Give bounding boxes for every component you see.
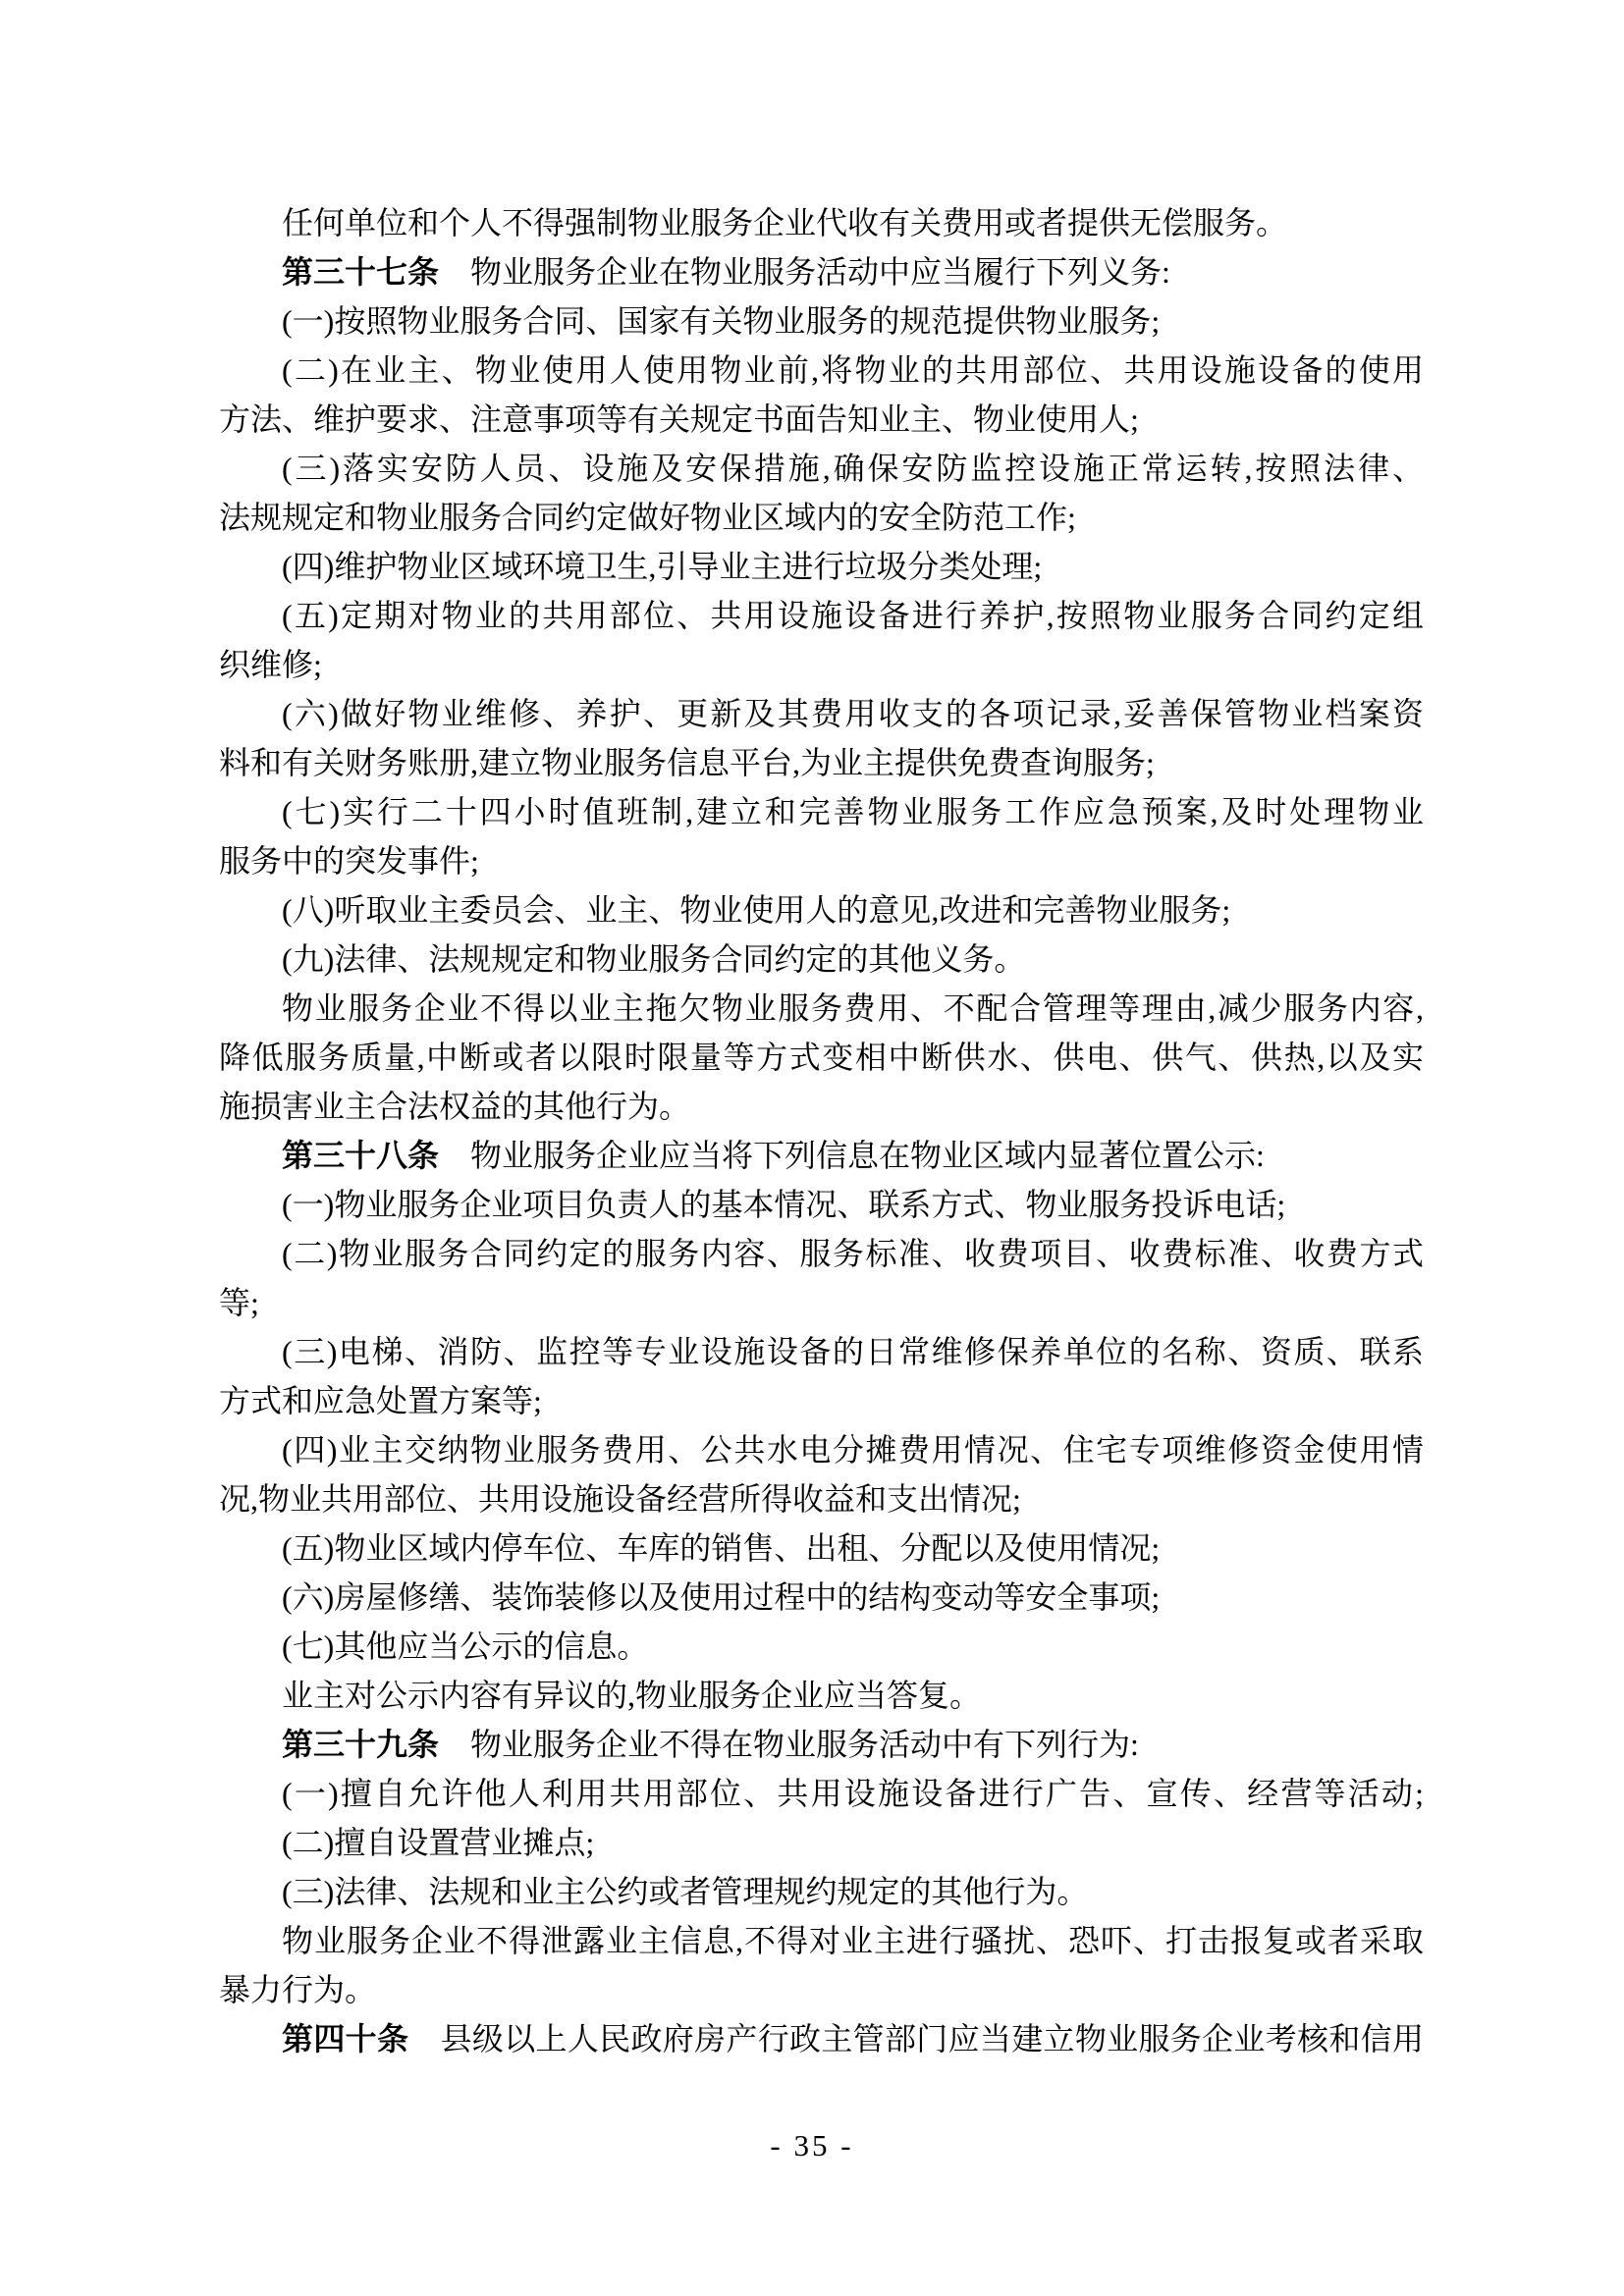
text-line [219,1033,1424,1082]
line-text: (七)其他应当公示的信息。 [282,1629,649,1664]
line-text: (六)做好物业维修、养护、更新及其费用收支的各项记录,妥善保管物业档案资 [282,696,1424,731]
line-text: (三)落实安防人员、设施及安保措施,确保安防监控设施正常运转,按照法律、 [282,451,1424,486]
line-text: 况,物业共用部位、共用设施设备经营所得收益和支出情况; [219,1481,1021,1517]
line-text: 任何单位和个人不得强制物业服务企业代收有关费用或者提供无偿服务。 [282,205,1288,240]
text-line [219,591,1424,640]
text-line [219,1916,1424,1965]
text-line [219,787,1424,836]
article-number: 第三十七条 [282,254,440,290]
line-text: 方法、维护要求、注意事项等有关规定书面告知业主、物业使用人; [219,401,1139,437]
line-text: 等; [219,1285,259,1320]
article-heading-line [219,1131,1424,1180]
text-line [219,984,1424,1033]
text-line [219,395,1424,444]
line-text: 物业服务企业不得在物业服务活动中有下列行为: [439,1727,1139,1762]
text-line [219,1523,1424,1573]
text-line [219,296,1424,346]
text-line [219,1622,1424,1671]
text-line [219,1278,1424,1327]
line-text: (一)擅自允许他人利用共用部位、共用设施设备进行广告、宣传、经营等活动; [282,1776,1424,1811]
line-text: (六)房屋修缮、装饰装修以及使用过程中的结构变动等安全事项; [282,1579,1161,1615]
text-line [219,198,1424,247]
text-line [219,1376,1424,1425]
text-line [219,493,1424,542]
text-line [219,934,1424,984]
line-text: 物业服务企业在物业服务活动中应当履行下列义务: [439,254,1170,290]
line-text: (二)物业服务合同约定的服务内容、服务标准、收费项目、收费标准、收费方式 [282,1236,1424,1271]
line-text: (五)物业区域内停车位、车库的销售、出租、分配以及使用情况; [282,1530,1161,1566]
line-text: (九)法律、法规规定和物业服务合同约定的其他义务。 [282,941,1026,977]
line-text: 暴力行为。 [219,1972,377,2007]
article-number: 第三十八条 [282,1138,440,1173]
line-text: (八)听取业主委员会、业主、物业使用人的意见,改进和完善物业服务; [282,892,1231,928]
text-line [219,1180,1424,1229]
line-text: 降低服务质量,中断或者以限时限量等方式变相中断供水、供电、供气、供热,以及实 [219,1040,1424,1075]
page-number: - 35 - [770,2128,854,2163]
text-line [219,444,1424,493]
line-text: 县级以上人民政府房产行政主管部门应当建立物业服务企业考核和信用 [408,2021,1424,2056]
line-text: 物业服务企业不得以业主拖欠物业服务费用、不配合管理等理由,减少服务内容, [282,990,1424,1026]
article-number: 第四十条 [282,2021,409,2056]
line-text: 业主对公示内容有异议的,物业服务企业应当答复。 [282,1678,982,1713]
text-line [219,1327,1424,1376]
line-text: 物业服务企业不得泄露业主信息,不得对业主进行骚扰、恐吓、打击报复或者采取 [282,1923,1424,1958]
text-line [219,1573,1424,1622]
line-text: (七)实行二十四小时值班制,建立和完善物业服务工作应急预案,及时处理物业 [282,794,1424,829]
article-heading-line [219,2014,1424,2063]
line-text: (二)在业主、物业使用人使用物业前,将物业的共用部位、共用设施设备的使用 [282,352,1424,388]
text-line [219,542,1424,591]
text-line [219,1965,1424,2014]
line-text: 料和有关财务账册,建立物业服务信息平台,为业主提供免费查询服务; [219,745,1155,780]
text-line [219,346,1424,395]
text-line [219,885,1424,934]
article-heading-line [219,1720,1424,1769]
line-text: 施损害业主合法权益的其他行为。 [219,1089,691,1124]
text-line [219,738,1424,787]
text-line [219,1229,1424,1278]
line-text: 方式和应急处置方案等; [219,1383,542,1418]
text-line [219,1867,1424,1916]
article-heading-line [219,247,1424,296]
text-line [219,689,1424,738]
text-line [219,1671,1424,1720]
line-text: (四)维护物业区域环境卫生,引导业主进行垃圾分类处理; [282,549,1043,584]
article-number: 第三十九条 [282,1727,440,1762]
text-line [219,1818,1424,1867]
text-line [219,1425,1424,1474]
text-line [219,1474,1424,1523]
line-text: (一)按照物业服务合同、国家有关物业服务的规范提供物业服务; [282,303,1161,339]
line-text: 服务中的突发事件; [219,843,479,879]
text-line [219,1082,1424,1131]
line-text: 物业服务企业应当将下列信息在物业区域内显著位置公示: [439,1138,1265,1173]
line-text: (五)定期对物业的共用部位、共用设施设备进行养护,按照物业服务合同约定组 [282,598,1424,633]
line-text: 织维修; [219,647,322,682]
line-text: (三)电梯、消防、监控等专业设施设备的日常维修保养单位的名称、资质、联系 [282,1334,1424,1369]
line-text: (二)擅自设置营业摊点; [282,1825,595,1860]
line-text: (一)物业服务企业项目负责人的基本情况、联系方式、物业服务投诉电话; [282,1187,1286,1222]
text-line [219,640,1424,689]
line-text: (四)业主交纳物业服务费用、公共水电分摊费用情况、住宅专项维修资金使用情 [282,1432,1424,1468]
document-body [219,198,1424,2063]
line-text: (三)法律、法规和业主公约或者管理规约规定的其他行为。 [282,1874,1089,1909]
text-line [219,1769,1424,1818]
line-text: 法规规定和物业服务合同约定做好物业区域内的安全防范工作; [219,500,1076,535]
text-line [219,836,1424,885]
